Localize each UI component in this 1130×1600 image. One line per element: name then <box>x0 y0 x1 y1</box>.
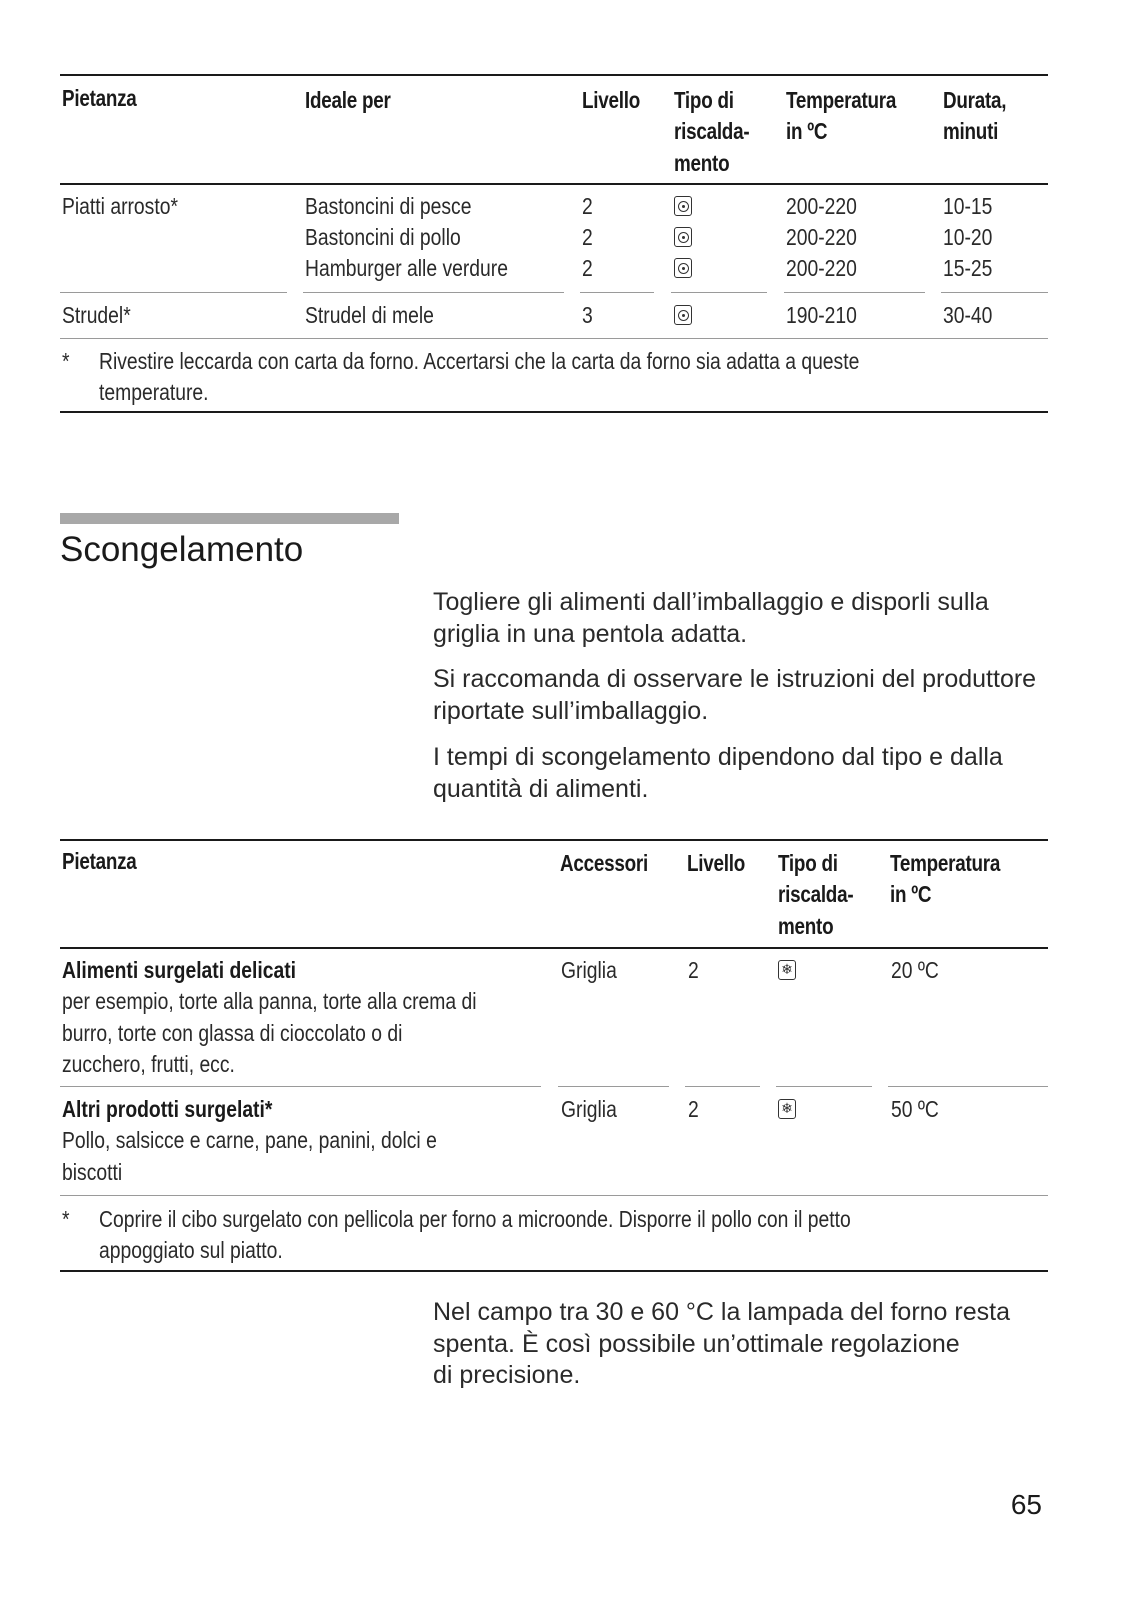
header-accessori: Accessori <box>560 850 648 876</box>
closing-paragraph <box>433 1297 1073 1392</box>
row-description-line: zucchero, frutti, ecc. <box>62 1051 235 1077</box>
header-temperatura-line1: Temperatura <box>890 850 1001 876</box>
header-temperatura-line2: in ºC <box>786 118 828 144</box>
header-ideale-per: Ideale per <box>305 87 391 113</box>
table-top-rule <box>60 74 1048 76</box>
paragraph <box>433 742 1073 805</box>
header-pietanza: Pietanza <box>62 848 137 874</box>
row-divider <box>580 292 654 293</box>
cell-temperatura: 200-220 <box>786 193 857 219</box>
cell-ideale: Strudel di mele <box>305 302 434 328</box>
defrost-icon: ❄ <box>778 1099 796 1119</box>
cell-temperatura: 50 ºC <box>891 1096 939 1122</box>
paragraph-line: Nel campo tra 30 e 60 °C la lampada del forno resta <box>433 1298 1010 1326</box>
footnote-mark: * <box>62 1206 70 1232</box>
cell-durata: 30-40 <box>943 302 993 328</box>
row-title: Altri prodotti surgelati* <box>62 1096 273 1122</box>
paragraph-line: di precisione. <box>433 1361 581 1389</box>
paragraph <box>433 664 1073 727</box>
section-title: Scongelamento <box>60 530 304 569</box>
row-title: Alimenti surgelati delicati <box>62 957 297 983</box>
header-tipo-line1: Tipo di <box>778 850 838 876</box>
row-description-line: Pollo, salsicce e carne, pane, panini, dolci e <box>62 1127 437 1153</box>
header-bottom-rule <box>60 183 1048 185</box>
cell-temperatura: 200-220 <box>786 224 857 250</box>
row-divider <box>784 292 925 293</box>
table-bottom-rule <box>60 1270 1048 1272</box>
header-bottom-rule <box>60 947 1048 949</box>
cell-accessori: Griglia <box>561 1096 617 1122</box>
hot-air-fan-icon <box>674 258 692 278</box>
section-accent-bar <box>60 513 399 524</box>
cell-pietanza: Strudel* <box>62 302 131 328</box>
paragraph-line: riportate sull’imballaggio. <box>433 696 709 725</box>
header-durata-line2: minuti <box>943 118 999 144</box>
cell-livello: 2 <box>688 1096 699 1122</box>
header-tipo-line3: mento <box>674 150 730 176</box>
paragraph-line: quantità di alimenti. <box>433 774 649 803</box>
cell-temperatura: 190-210 <box>786 302 857 328</box>
cell-temperatura: 200-220 <box>786 255 857 281</box>
header-livello: Livello <box>687 850 746 876</box>
paragraph-line: I tempi di scongelamento dipendono dal tipo e dalla <box>433 743 1003 771</box>
row-description-line: per esempio, torte alla panna, torte alla crema di <box>62 988 477 1014</box>
hot-air-fan-icon <box>674 305 692 325</box>
paragraph-line: Togliere gli alimenti dall’imballaggio e disporli sulla <box>433 588 989 616</box>
header-tipo-line3: mento <box>778 913 834 939</box>
cell-pietanza: Piatti arrosto* <box>62 193 178 219</box>
footnote-line: temperature. <box>99 379 209 405</box>
row-description-line: biscotti <box>62 1159 123 1185</box>
table-body-bottom-rule <box>60 1195 1048 1196</box>
paragraph-line: spenta. È così possibile un’ottimale regolazione <box>433 1329 960 1358</box>
header-durata-line1: Durata, <box>943 87 1007 113</box>
row-divider <box>888 1086 1048 1087</box>
cell-accessori: Griglia <box>561 957 617 983</box>
footnote-mark: * <box>62 348 70 374</box>
header-temperatura-line2: in ºC <box>890 881 932 907</box>
header-tipo-line1: Tipo di <box>674 87 734 113</box>
cell-ideale: Bastoncini di pesce <box>305 193 472 219</box>
defrost-icon: ❄ <box>778 960 796 980</box>
cell-livello: 2 <box>688 957 699 983</box>
cell-durata: 10-20 <box>943 224 993 250</box>
cell-livello: 3 <box>582 302 593 328</box>
cell-durata: 15-25 <box>943 255 993 281</box>
paragraph-line: Si raccomanda di osservare le istruzioni del produttore <box>433 665 1037 693</box>
page-number: 65 <box>1010 1489 1042 1520</box>
cell-livello: 2 <box>582 224 593 250</box>
paragraph <box>433 587 1073 650</box>
table-bottom-rule <box>60 411 1048 413</box>
hot-air-fan-icon <box>674 227 692 247</box>
footnote-line: appoggiato sul piatto. <box>99 1237 283 1263</box>
cell-temperatura: 20 ºC <box>891 957 939 983</box>
row-divider <box>941 292 1048 293</box>
row-divider <box>685 1086 760 1087</box>
table-body-bottom-rule <box>60 338 1048 339</box>
header-temperatura-line1: Temperatura <box>786 87 897 113</box>
footnote-line: Coprire il cibo surgelato con pellicola per forno a microonde. Disporre il pollo con il petto <box>99 1206 851 1232</box>
row-divider <box>60 1086 541 1087</box>
cell-ideale: Bastoncini di pollo <box>305 224 461 250</box>
cell-livello: 2 <box>582 255 593 281</box>
row-divider <box>776 1086 872 1087</box>
footnote-line: Rivestire leccarda con carta da forno. Accertarsi che la carta da forno sia adatta a queste <box>99 348 860 374</box>
header-livello: Livello <box>582 87 641 113</box>
row-divider <box>60 292 287 293</box>
header-tipo-line2: riscalda- <box>778 881 854 907</box>
row-description-line: burro, torte con glassa di cioccolato o di <box>62 1020 403 1046</box>
table-top-rule <box>60 839 1048 841</box>
row-divider <box>671 292 767 293</box>
cell-durata: 10-15 <box>943 193 993 219</box>
row-divider <box>303 292 564 293</box>
row-divider <box>558 1086 669 1087</box>
cell-ideale: Hamburger alle verdure <box>305 255 508 281</box>
paragraph-line: griglia in una pentola adatta. <box>433 619 748 648</box>
header-pietanza: Pietanza <box>62 85 137 111</box>
cell-livello: 2 <box>582 193 593 219</box>
header-tipo-line2: riscalda- <box>674 118 750 144</box>
hot-air-fan-icon <box>674 196 692 216</box>
